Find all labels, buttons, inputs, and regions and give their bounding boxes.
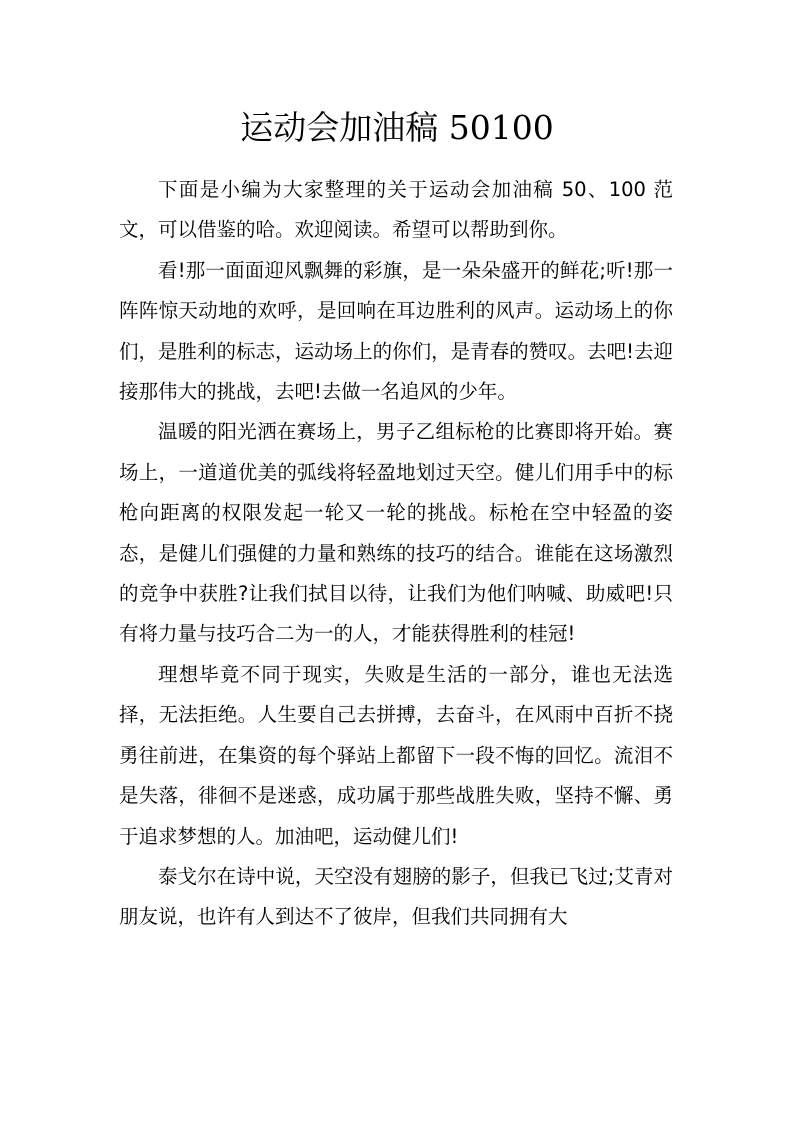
paragraph: 温暖的阳光洒在赛场上，男子乙组标枪的比赛即将开始。赛场上，一道道优美的弧线将轻盈地划过天空。健儿们用手中的标枪向距离的权限发起一轮又一轮的挑战。标枪在空中轻盈的姿态，是健儿们强健的力量和熟练的技巧的结合。谁能在这场激烈的竞争中获胜?让我们拭目以待，让我们为他们呐喊、助威吧!只有将力量与技巧合二为一的人，才能获得胜利的桂冠! [119, 420, 673, 646]
paragraph: 下面是小编为大家整理的关于运动会加油稿 50、100 范文，可以借鉴的哈。欢迎阅读。希望可以帮助到你。 [119, 178, 673, 242]
document-title: 运动会加油稿 50100 [240, 108, 554, 147]
paragraph: 看!那一面面迎风飘舞的彩旗，是一朵朵盛开的鲜花;听!那一阵阵惊天动地的欢呼，是回响在耳边胜利的风声。运动场上的你们，是胜利的标志，运动场上的你们，是青春的赞叹。去吧!去迎接那伟大的挑战，去吧!去做一名追风的少年。 [119, 258, 673, 404]
document-body [119, 170, 673, 938]
paragraph: 理想毕竟不同于现实，失败是生活的一部分，谁也无法选择，无法拒绝。人生要自己去拼搏，去奋斗，在风雨中百折不挠勇往前进，在集资的每个驿站上都留下一段不悔的回忆。流泪不是失落，徘徊不是迷惑，成功属于那些战胜失败，坚持不懈、勇于追求梦想的人。加油吧，运动健儿们! [119, 662, 673, 848]
paragraph: 泰戈尔在诗中说，天空没有翅膀的影子，但我已飞过;艾青对朋友说，也许有人到达不了彼岸，但我们共同拥有大 [119, 864, 673, 929]
